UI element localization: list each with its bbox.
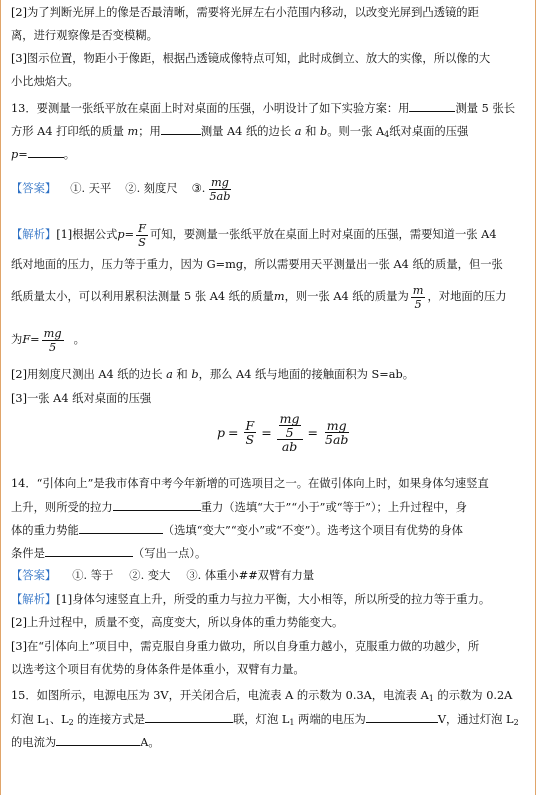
question-14-line4	[11, 546, 206, 561]
var-a: a	[294, 125, 302, 138]
fraction	[244, 419, 257, 446]
analysis-14-line4: 以选考这个项目有优势的身体条件是体重小，双臂有力量。	[11, 663, 305, 676]
fraction	[136, 222, 148, 249]
subscript: 2	[68, 718, 74, 727]
analysis-14-line2: [2]上升过程中，质量不变，高度变大，所以身体的重力势能变大。	[11, 616, 344, 629]
text: 条件是	[11, 547, 45, 560]
text: 和	[301, 125, 320, 138]
question-13-line3	[11, 147, 75, 162]
analysis-13-line4	[11, 325, 85, 355]
numerator: mg	[43, 326, 62, 340]
answer-blank	[56, 735, 140, 746]
numerator: F	[245, 418, 255, 433]
text: 测量 5 张长	[455, 102, 516, 115]
text: ③.	[191, 182, 206, 195]
numerator: mg	[326, 418, 347, 433]
subscript: 1	[289, 718, 295, 727]
text: 联，灯泡 L	[233, 713, 290, 726]
analysis-tag: 【解析】	[11, 593, 57, 606]
answer-item: ②. 变大	[129, 569, 171, 582]
answer-blank	[145, 712, 233, 723]
text: ，那么 A4 纸与地面的接触面积为 S=ab。	[198, 368, 415, 381]
analysis-14-line1	[11, 593, 490, 607]
analysis-tag: 【解析】	[11, 228, 57, 241]
text: 的连接方式是	[73, 713, 146, 726]
denominator: ab	[281, 439, 298, 454]
text: ，则一张 A4 纸的质量为	[284, 290, 409, 303]
answer-item: ②. 刻度尺	[125, 182, 178, 195]
fraction	[323, 419, 350, 446]
equals: =	[228, 425, 239, 440]
text: [1]根据公式	[56, 228, 118, 241]
denominator: S	[245, 432, 255, 447]
text: =	[124, 228, 135, 241]
denominator: 5ab	[209, 189, 231, 203]
text: 15．如图所示，电源电压为 3V，开关闭合后，电流表 A 的示数为 0.3A，电流表 A	[11, 689, 429, 702]
question-13-line2	[11, 124, 468, 142]
answer-blank	[79, 523, 163, 534]
text: 、L	[49, 713, 69, 726]
inner-denominator: 5	[285, 425, 294, 440]
analysis-14-line3: [3]在“引体向上”项目中，需克服自身重力做功，所以自身重力越小，克服重力做的功越少，所	[11, 640, 480, 653]
text: 纸质量太小，可以利用累积法测量 5 张 A4 纸的质量	[11, 290, 274, 303]
analysis-13-line3	[11, 282, 507, 312]
subscript: 4	[384, 130, 390, 139]
question-13-line1	[11, 101, 515, 116]
text: 重力（选填“大于”“小于”或“等于”）；上升过程中，身	[200, 501, 467, 514]
text: （写出一点）。	[132, 547, 207, 560]
denominator: S	[138, 235, 146, 249]
text: 13．要测量一张纸平放在桌面上时对桌面的压强，小明设计了如下实验方案：用	[11, 102, 410, 115]
text: （选填“变大”“变小”或“不变”）。选考这个项目有优势的身体	[162, 524, 463, 537]
var-F: F	[22, 333, 31, 346]
answer-blank	[45, 546, 133, 557]
denominator: 5ab	[325, 432, 349, 447]
question-15-line2	[11, 712, 519, 730]
subscript: 2	[513, 718, 519, 727]
var-m: m	[273, 290, 285, 303]
question-15-line3	[11, 735, 160, 750]
fraction	[411, 284, 426, 311]
text: 体的重力势能	[11, 524, 79, 537]
question-14-line1: 14．“引体向上”是我市体育中考今年新增的可选项目之一。在做引体向上时，如果身体匀速竖直	[11, 477, 489, 490]
compound-fraction	[277, 412, 303, 453]
var-p: p	[117, 228, 125, 241]
answer-blank	[409, 101, 455, 112]
text: 测量 A4 纸的边长	[200, 125, 295, 138]
inner-numerator: mg	[279, 411, 300, 426]
denominator: 5	[414, 297, 422, 311]
equals: =	[307, 425, 319, 440]
text: [2]用刻度尺测出 A4 纸的边长	[11, 368, 167, 381]
question-14-line3	[11, 523, 463, 538]
text: V，通过灯泡 L	[437, 713, 514, 726]
text: 。	[63, 148, 76, 161]
answer-blank	[161, 124, 201, 135]
subscript: 1	[428, 694, 434, 703]
pressure-equation	[217, 412, 352, 453]
answer-item	[192, 172, 235, 206]
analysis-13-line2: 纸对地面的压力，压力等于重力，因为 G=mg，所以需要用天平测量出一张 A4 纸的质量，但一张	[11, 258, 503, 271]
text-line: [2]为了判断光屏上的像是否最清晰，需要将光屏左右小范围内移动，以改变光屏到凸透镜的距	[11, 6, 479, 19]
numerator: mg	[210, 175, 229, 189]
text: 纸对桌面的压强	[389, 125, 469, 138]
fraction	[207, 176, 232, 203]
text: 两端的电压为	[294, 713, 366, 726]
text: 可知，要测量一张纸平放在桌面上时对桌面的压强，需要知道一张 A4	[149, 228, 497, 241]
answer-blank	[366, 712, 438, 723]
answer-tag: 【答案】	[11, 182, 57, 195]
text: 。则一张 A	[327, 125, 385, 138]
subscript: 1	[44, 718, 50, 727]
answer-13	[11, 172, 235, 206]
answer-item: ①. 等于	[72, 569, 114, 582]
var-b: b	[191, 368, 199, 381]
answer-item: ①. 天平	[70, 182, 112, 195]
answer-blank	[28, 147, 64, 158]
numerator: F	[138, 221, 146, 235]
var-m: m	[127, 125, 139, 138]
text-line: 离，进行观察像是否变模糊。	[11, 29, 158, 42]
text: =	[30, 333, 40, 346]
numerator: m	[412, 283, 424, 297]
text: 上升，则所受的拉力	[11, 501, 113, 514]
text: [1]身体匀速竖直上升，所受的重力与拉力平衡，大小相等，所以所受的拉力等于重力。	[56, 593, 491, 606]
text-line: [3]图示位置，物距小于像距，根据凸透镜成像特点可知，此时成倒立、放大的实像，所以像的大	[11, 52, 491, 65]
var-p: p	[11, 148, 19, 161]
denominator: 5	[49, 340, 57, 354]
text: 的电流为	[11, 736, 57, 749]
text: ，对地面的压力	[427, 290, 507, 303]
text-line: 小比烛焰大。	[11, 75, 79, 88]
equals: =	[261, 425, 272, 440]
answer-tag: 【答案】	[11, 569, 57, 582]
text: A。	[140, 736, 160, 749]
answer-blank	[113, 500, 201, 511]
analysis-13-line6: [3]一张 A4 纸对桌面的压强	[11, 392, 152, 405]
var-p: p	[217, 425, 226, 440]
text: ；用	[138, 125, 161, 138]
analysis-13-line5	[11, 368, 414, 382]
text: 方形 A4 打印纸的质量	[11, 125, 128, 138]
text: 的示数为 0.2A	[433, 689, 513, 702]
analysis-13-line1	[11, 220, 497, 250]
text: 灯泡 L	[11, 713, 45, 726]
answer-item: ③. 体重小##双臂有力量	[186, 569, 315, 582]
answer-14	[11, 569, 314, 583]
text: =	[18, 148, 28, 161]
text: 。	[73, 333, 85, 346]
fraction	[42, 327, 64, 354]
numerator	[277, 412, 303, 440]
question-15-line1	[11, 689, 512, 706]
text: 和	[172, 368, 192, 381]
var-b: b	[319, 125, 328, 138]
var-a: a	[166, 368, 173, 381]
question-14-line2	[11, 500, 467, 515]
text: 为	[11, 333, 23, 346]
